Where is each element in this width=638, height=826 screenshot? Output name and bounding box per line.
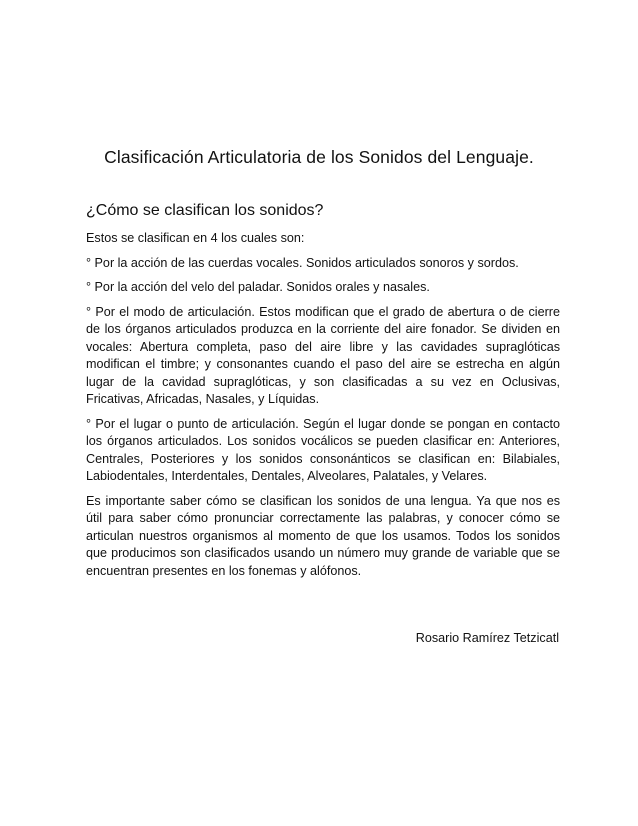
section-question: ¿Cómo se clasifican los sonidos? [86,202,324,219]
paragraph-place: ° Por el lugar o punto de articulación. Según el lugar donde se pongan en contacto los órganos articulados. Los sonidos vocálicos se pueden clasificar en: Anteriores, Centrales, Posteriores y los sonidos consonánticos se clasifican en: Bilabiales, Labiodentales, Interdentales, Dentales, Alveolares, Palatales, y Velares. [86,416,560,483]
document-title: Clasificación Articulatoria de los Sonidos del Lenguaje. [104,147,534,167]
paragraph-vocal-cords: ° Por la acción de las cuerdas vocales. Sonidos articulados sonoros y sordos. [86,255,519,270]
document-body [86,201,560,587]
paragraph-soft-palate: ° Por la acción del velo del paladar. Sonidos orales y nasales. [86,280,430,294]
paragraph-intro: Estos se clasifican en 4 los cuales son: [86,231,305,245]
paragraph-conclusion: Es importante saber cómo se clasifican los sonidos de una lengua. Ya que nos es útil para saber cómo pronunciar correctamente las palabras, y conocer cómo se articulan nuestros organismos al momento de que los usamos. Todos los sonidos que producimos son clasificados usando un número muy grande de variable que se encuentran presentes en los fonemas y alófonos. [86,493,560,578]
paragraph-manner: ° Por el modo de articulación. Estos modifican que el grado de abertura o de cierre de los órganos articulados produzca en la corriente del aire fonador. Se dividen en vocales: Abertura completa, paso del aire libre y las cavidades supraglóticas modifican el timbre; y consonantes cuando el paso del aire se estrecha en algún lugar de la cavidad supraglóticas, y son clasificadas a su vez en Oclusivas, Fricativas, Africadas, Nasales, y Líquidas. [86,304,560,406]
author-signature: Rosario Ramírez Tetzicatl [415,631,559,645]
